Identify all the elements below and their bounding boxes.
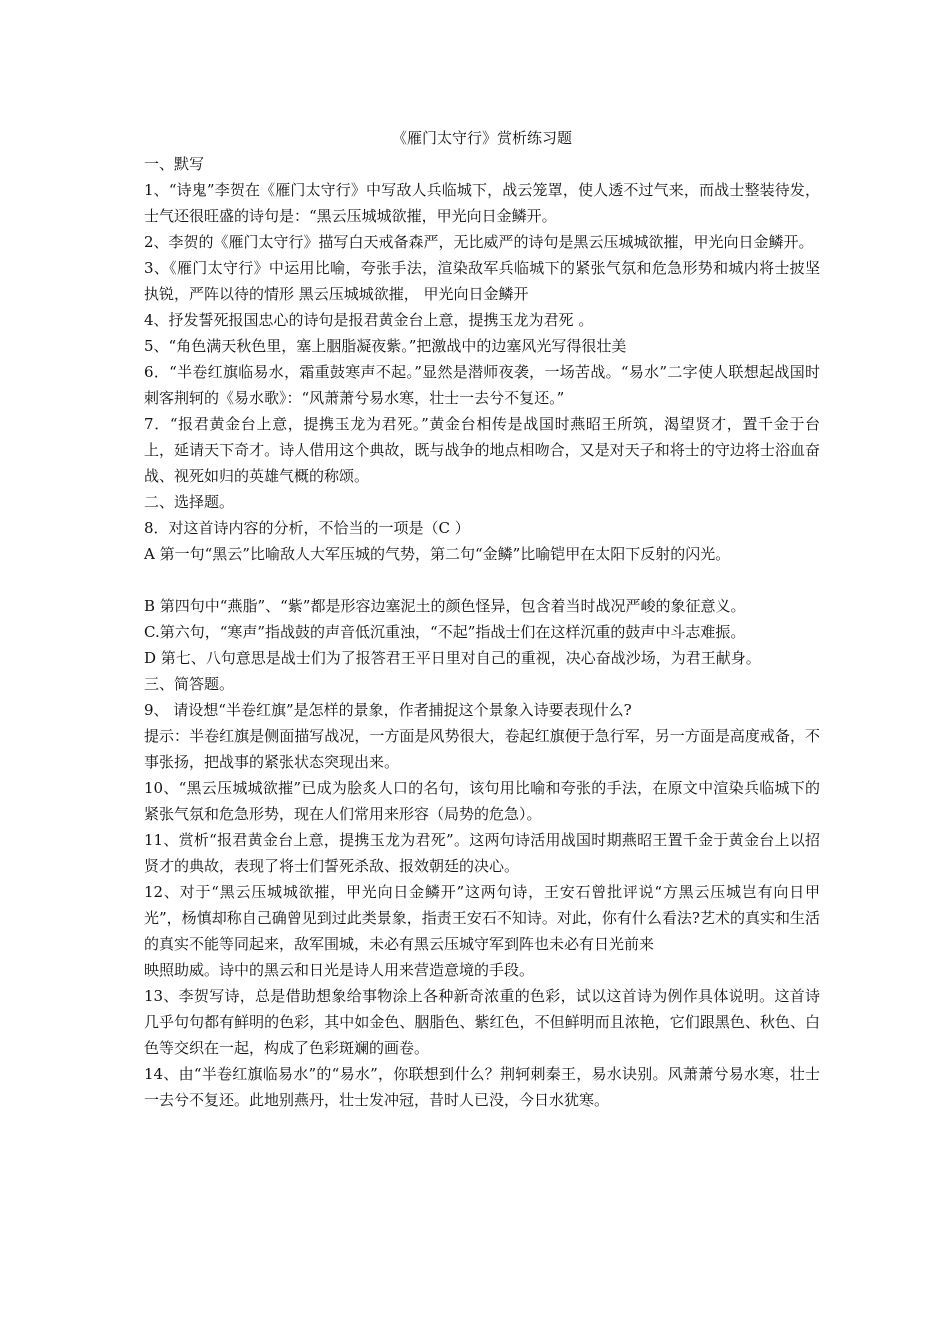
question-14: 14、由“半卷红旗临易水”的“易水”，你联想到什么？荆轲刺秦王，易水诀别。风萧萧兮易水寒，壮士一去兮不复还。此地别燕丹，壮士发冲冠，昔时人已没，今日水犹寒。 <box>144 1065 820 1109</box>
question-11: 11、赏析“报君黄金台上意，提携玉龙为君死”。这两句诗活用战国时期燕昭王置千金于黄金台上以招贤才的典故，表现了将士们誓死杀敌、报效朝廷的决心。 <box>144 831 820 875</box>
document-body <box>144 151 820 1113</box>
document-page <box>144 125 820 1113</box>
question-9: 9、 请设想“半卷红旗”是怎样的景象，作者捕捉这个景象入诗要表现什么? <box>144 701 632 719</box>
section-heading-dictation: 一、默写 <box>144 155 205 173</box>
question-3: 3、《雁门太守行》中运用比喻，夸张手法，渲染敌军兵临城下的紧张气氛和危急形势和城内将士披坚执锐，严阵以待的情形 黑云压城城欲摧， 甲光向日金鳞开 <box>144 259 820 303</box>
question-2: 2、李贺的《雁门太守行》描写白天戒备森严，无比威严的诗句是黑云压城城欲摧，甲光向日金鳞开。 <box>144 233 814 251</box>
section-heading-multiple-choice: 二、选择题。 <box>144 493 235 511</box>
blank-line <box>144 567 820 593</box>
option-d: D 第七、八句意思是战士们为了报答君王平日里对自己的重视，决心奋战沙场，为君王献身。 <box>144 649 761 667</box>
question-12: 12、对于“黑云压城城欲摧，甲光向日金鳞开”这两句诗，王安石曾批评说“方黑云压城岂有向日甲光”，杨慎却称自己确曾见到过此类景象，指责王安石不知诗。对此，你有什么看法?艺术的真实和生活的真实不能等同起来，敌军围城，未必有黑云压城守军到阵也未必有日光前来 <box>144 883 820 953</box>
question-10: 10、“黑云压城城欲摧”已成为脍炙人口的名句，该句用比喻和夸张的手法，在原文中渲染兵临城下的紧张气氛和危急形势，现在人们常用来形容（局势的危急）。 <box>144 779 820 823</box>
question-13: 13、李贺写诗，总是借助想象给事物涂上各种新奇浓重的色彩，试以这首诗为例作具体说明。这首诗几乎句句都有鲜明的色彩，其中如金色、胭脂色、紫红色，不但鲜明而且浓艳，它们跟黑色、秋色、白色等交织在一起，构成了色彩斑斓的画卷。 <box>144 987 820 1057</box>
question-4: 4、抒发誓死报国忠心的诗句是报君黄金台上意，提携玉龙为君死 。 <box>144 311 594 329</box>
answer-12-continued: 映照助威。诗中的黑云和日光是诗人用来营造意境的手段。 <box>144 961 535 979</box>
option-a: A 第一句“黑云”比喻敌人大军压城的气势，第二句“金鳞”比喻铠甲在太阳下反射的闪光。 <box>144 545 731 563</box>
question-8: 8．对这首诗内容的分析，不恰当的一项是（C ） <box>144 519 470 537</box>
question-6: 6．“半卷红旗临易水，霜重鼓寒声不起。”显然是潜师夜袭，一场苦战。“易水”二字使人联想起战国时刺客荆轲的《易水歌》：“风萧萧兮易水寒，壮士一去兮不复还。” <box>144 363 820 407</box>
document-title: 《雁门太守行》赏析练习题 <box>391 129 572 147</box>
question-7: 7．“报君黄金台上意，提携玉龙为君死。”黄金台相传是战国时燕昭王所筑，渴望贤才，置千金于台上，延请天下奇才。诗人借用这个典故，既与战争的地点相吻合，又是对天子和将士的守边将士浴血奋战、视死如归的英雄气概的称颂。 <box>144 415 820 485</box>
question-1: 1、“诗鬼”李贺在《雁门太守行》中写敌人兵临城下，战云笼罩，使人透不过气来，而战士整装待发，士气还很旺盛的诗句是：“黑云压城城欲摧，甲光向日金鳞开。 <box>144 181 820 225</box>
option-b: B 第四句中“燕脂”、“紫”都是形容边塞泥土的颜色怪异，包含着当时战况严峻的象征意义。 <box>144 597 746 615</box>
answer-9: 提示：半卷红旗是侧面描写战况，一方面是风势很大，卷起红旗便于急行军，另一方面是高度戒备，不事张扬，把战事的紧张状态突现出来。 <box>144 727 820 771</box>
option-c: C.第六句，“寒声”指战鼓的声音低沉重浊，“不起”指战士们在这样沉重的鼓声中斗志难振。 <box>144 623 746 641</box>
question-5: 5、“角色满天秋色里，塞上胭脂凝夜紫。”把激战中的边塞风光写得很壮美 <box>144 337 627 355</box>
section-heading-short-answer: 三、简答题。 <box>144 675 235 693</box>
